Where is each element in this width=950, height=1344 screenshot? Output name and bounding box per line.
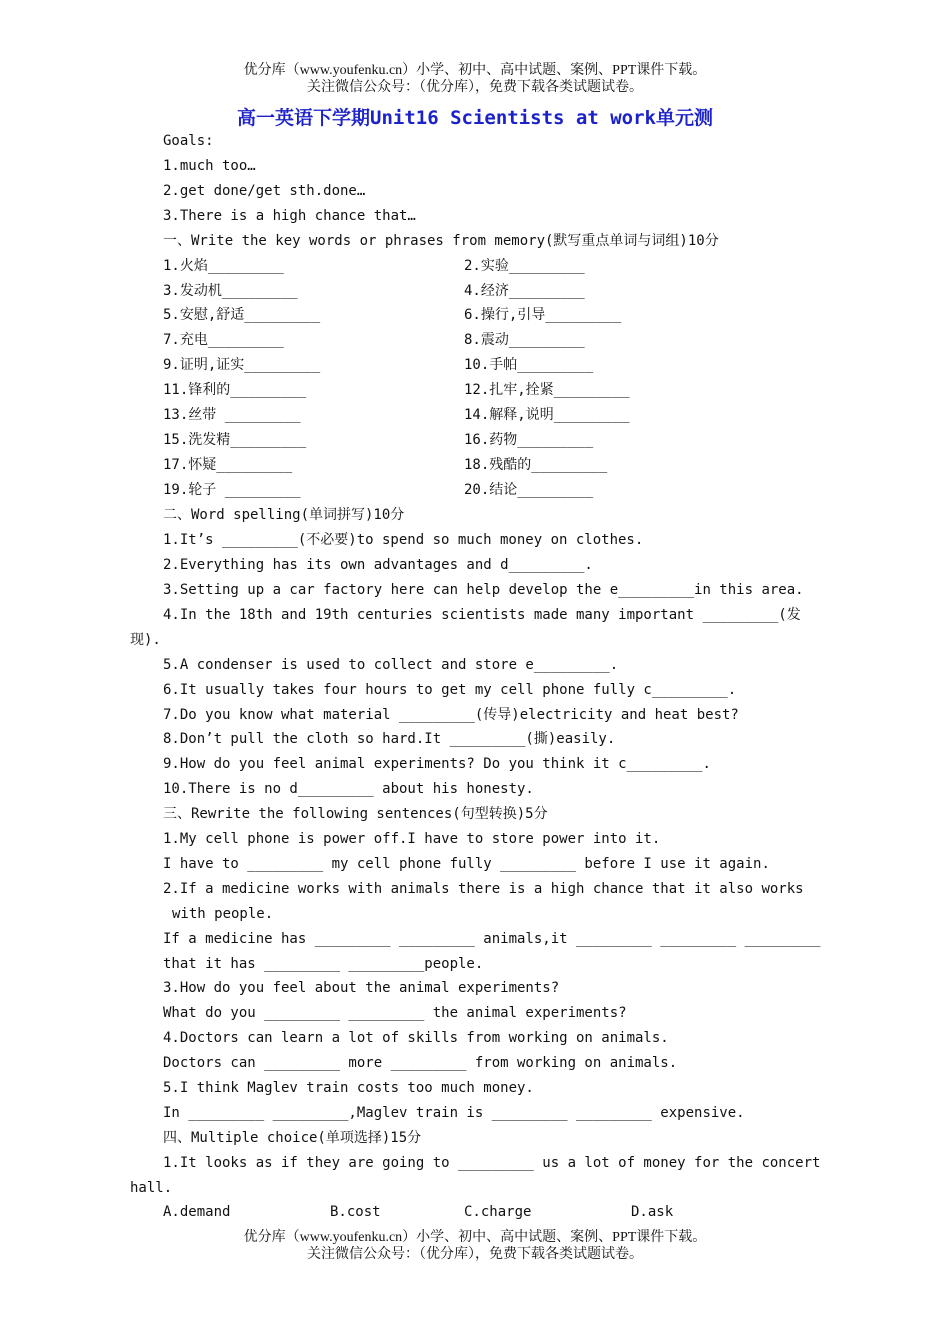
rewrite-original-continued: with people. <box>172 906 274 922</box>
vocab-item: 15.洗发精_________ <box>163 432 307 448</box>
choice-option-a: A.demand <box>163 1204 231 1220</box>
section-2-heading: 二、Word spelling(单词拼写)10分 <box>163 507 405 523</box>
choice-question: 1.It looks as if they are going to _________ us a lot of money for the concert <box>163 1155 821 1171</box>
vocab-item: 16.药物_________ <box>464 432 594 448</box>
rewrite-target: Doctors can _________ more _________ from working on animals. <box>163 1055 678 1071</box>
section-1-heading: 一、Write the key words or phrases from memory(默写重点单词与词组)10分 <box>163 233 719 249</box>
header-line-2: 关注微信公众号：（优分库），免费下载各类试题试卷。 <box>307 80 643 95</box>
vocab-item: 18.残酷的_________ <box>464 457 608 473</box>
goals-label: Goals: <box>163 133 214 149</box>
page-title: 高一英语下学期Unit16 Scientists at work单元测 <box>237 107 713 129</box>
rewrite-target: I have to _________ my cell phone fully _________ before I use it again. <box>163 856 770 872</box>
vocab-item: 9.证明,证实_________ <box>163 357 321 373</box>
vocab-item: 13.丝带 _________ <box>163 407 301 423</box>
rewrite-original: 2.If a medicine works with animals there is a high chance that it also works <box>163 881 804 897</box>
vocab-item: 3.发动机_________ <box>163 283 298 299</box>
choice-option-d: D.ask <box>631 1204 674 1220</box>
spelling-question: 1.It’s _________(不必要)to spend so much money on clothes. <box>163 532 644 548</box>
vocab-item: 10.手帕_________ <box>464 357 594 373</box>
vocab-item: 7.充电_________ <box>163 332 284 348</box>
vocab-item: 20.结论_________ <box>464 482 594 498</box>
spelling-question: 4.In the 18th and 19th centuries scientists made many important _________(发 <box>163 607 801 623</box>
section-3-heading: 三、Rewrite the following sentences(句型转换)5分 <box>163 806 548 822</box>
footer-line-1: 优分库（www.youfenku.cn）小学、初中、高中试题、案例、PPT课件下载。 <box>243 1230 707 1245</box>
rewrite-target: What do you _________ _________ the animal experiments? <box>163 1005 627 1021</box>
vocab-item: 14.解释,说明_________ <box>464 407 630 423</box>
vocab-item: 11.锋利的_________ <box>163 382 307 398</box>
spelling-question: 3.Setting up a car factory here can help develop the e_________in this area. <box>163 582 804 598</box>
spelling-question: 2.Everything has its own advantages and d_________. <box>163 557 593 573</box>
spelling-question: 8.Don’t pull the cloth so hard.It _________(撕)easily. <box>163 731 616 747</box>
rewrite-original: 4.Doctors can learn a lot of skills from working on animals. <box>163 1030 669 1046</box>
footer-line-2: 关注微信公众号：（优分库），免费下载各类试题试卷。 <box>307 1247 643 1262</box>
rewrite-original: 1.My cell phone is power off.I have to store power into it. <box>163 831 661 847</box>
spelling-question: 10.There is no d_________ about his honesty. <box>163 781 534 797</box>
section-4-heading: 四、Multiple choice(单项选择)15分 <box>163 1130 422 1146</box>
spelling-question: 5.A condenser is used to collect and store e_________. <box>163 657 619 673</box>
vocab-item: 6.操行,引导_________ <box>464 307 622 323</box>
spelling-question: 7.Do you know what material _________(传导)electricity and heat best? <box>163 707 739 723</box>
spelling-question: 6.It usually takes four hours to get my cell phone fully c_________. <box>163 682 737 698</box>
vocab-item: 5.安慰,舒适_________ <box>163 307 321 323</box>
vocab-item: 2.实验_________ <box>464 258 585 274</box>
choice-question-continued: hall. <box>130 1180 173 1196</box>
vocab-item: 1.火焰_________ <box>163 258 284 274</box>
spelling-question: 9.How do you feel animal experiments? Do you think it c_________. <box>163 756 711 772</box>
rewrite-original: 5.I think Maglev train costs too much money. <box>163 1080 534 1096</box>
choice-option-b: B.cost <box>330 1204 381 1220</box>
rewrite-original: 3.How do you feel about the animal experiments? <box>163 980 560 996</box>
goal-item: 1.much too… <box>163 158 256 174</box>
choice-option-c: C.charge <box>464 1204 532 1220</box>
vocab-item: 12.扎牢,拴紧_________ <box>464 382 630 398</box>
vocab-item: 4.经济_________ <box>464 283 585 299</box>
rewrite-target: If a medicine has _________ _________ animals,it _________ _________ _________ <box>163 931 821 947</box>
vocab-item: 19.轮子 _________ <box>163 482 301 498</box>
goal-item: 3.There is a high chance that… <box>163 208 416 224</box>
rewrite-target-continued: that it has _________ _________people. <box>163 956 484 972</box>
vocab-item: 17.怀疑_________ <box>163 457 293 473</box>
spelling-question-continued: 现). <box>130 632 161 648</box>
header-line-1: 优分库（www.youfenku.cn）小学、初中、高中试题、案例、PPT课件下载。 <box>243 63 707 78</box>
vocab-item: 8.震动_________ <box>464 332 585 348</box>
rewrite-target: In _________ _________,Maglev train is _________ _________ expensive. <box>163 1105 745 1121</box>
goal-item: 2.get done/get sth.done… <box>163 183 366 199</box>
